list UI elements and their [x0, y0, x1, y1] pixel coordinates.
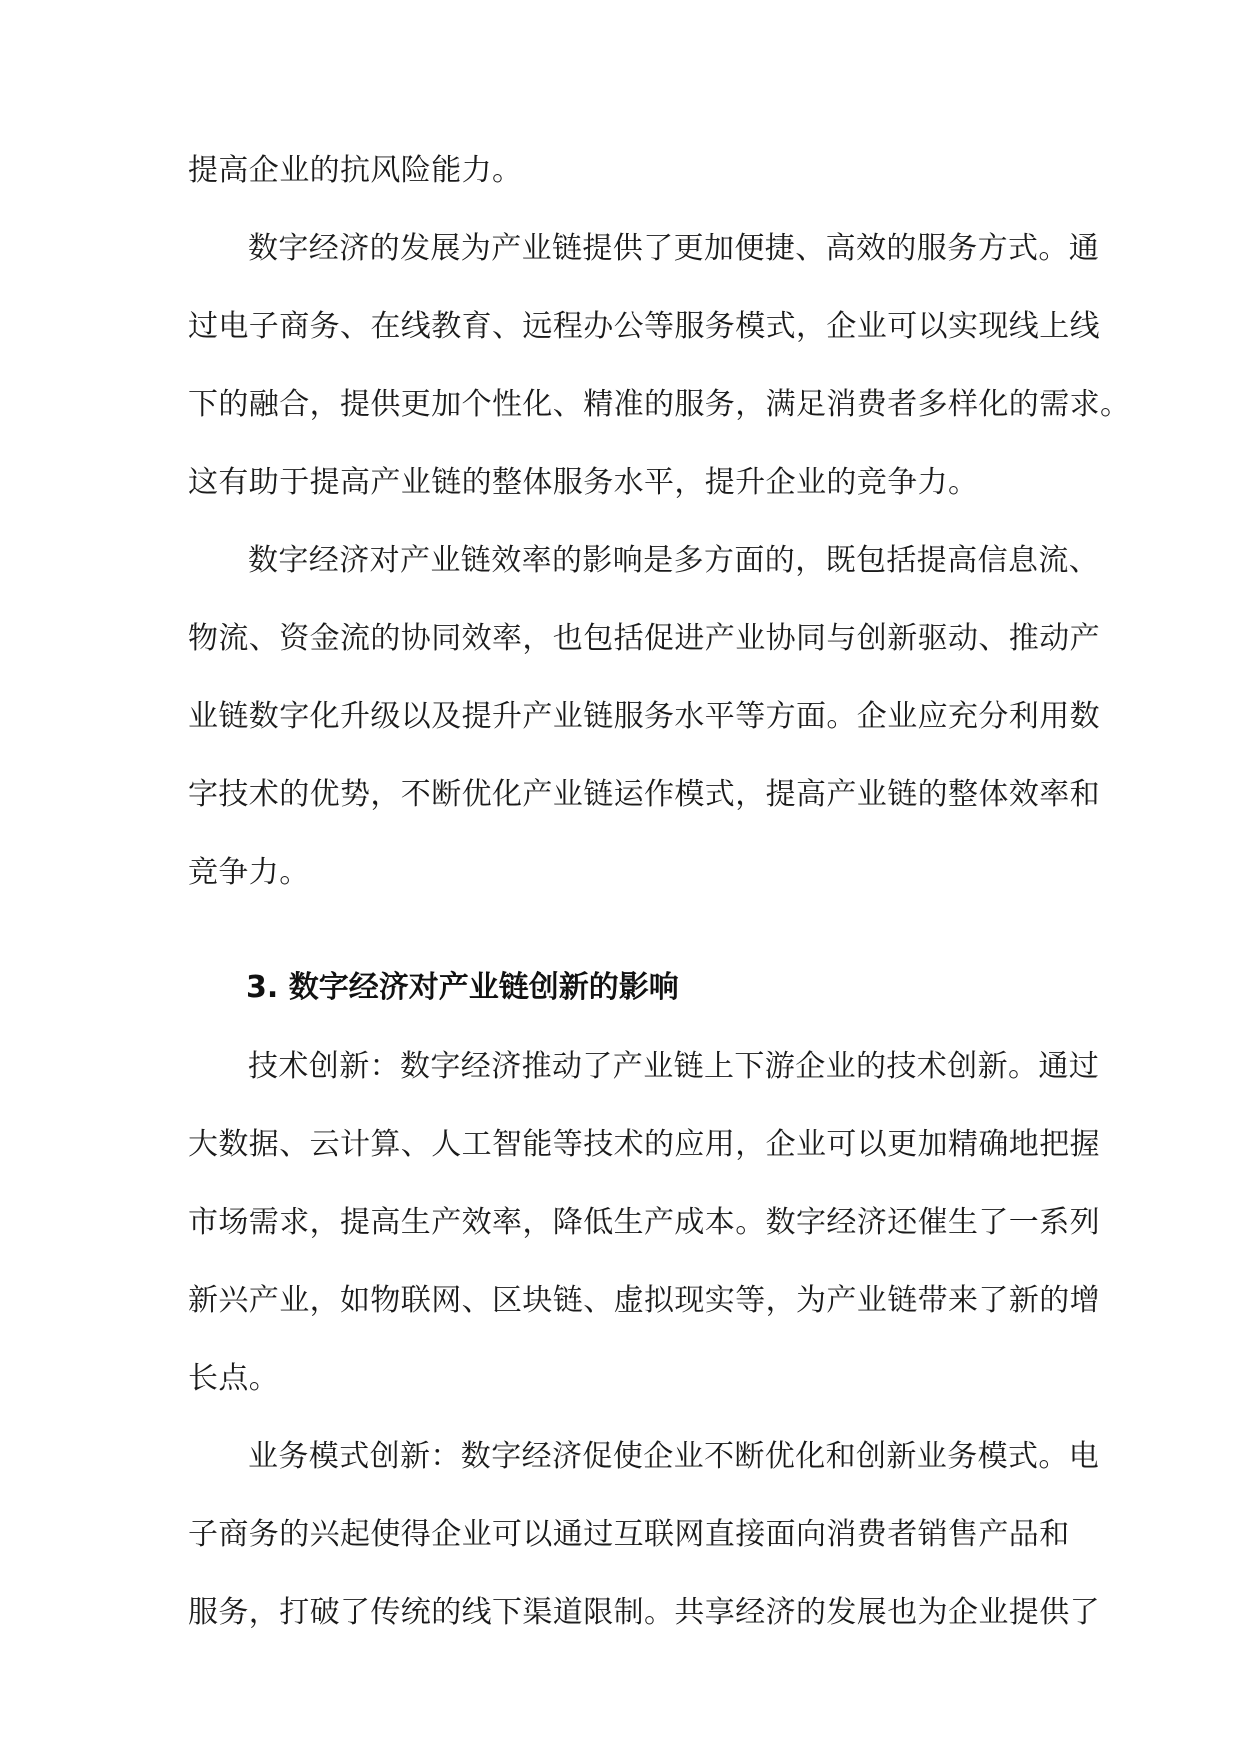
paragraph-line: 技术创新：数字经济推动了产业链上下游企业的技术创新。通过	[248, 1049, 1100, 1084]
paragraph-line: 竞争力。	[188, 855, 310, 890]
section-heading: 3. 数字经济对产业链创新的影响	[246, 970, 679, 1005]
paragraph-line: 大数据、云计算、人工智能等技术的应用，企业可以更加精确地把握	[188, 1127, 1100, 1162]
paragraph-line: 市场需求，提高生产效率，降低生产成本。数字经济还催生了一系列	[188, 1205, 1100, 1240]
paragraph-line: 提高企业的抗风险能力。	[188, 153, 523, 188]
paragraph-line: 新兴产业，如物联网、区块链、虚拟现实等，为产业链带来了新的增	[188, 1283, 1100, 1318]
paragraph-line: 业链数字化升级以及提升产业链服务水平等方面。企业应充分利用数	[188, 699, 1100, 734]
paragraph-line: 物流、资金流的协同效率，也包括促进产业协同与创新驱动、推动产	[188, 621, 1100, 656]
paragraph-line: 业务模式创新：数字经济促使企业不断优化和创新业务模式。电	[248, 1439, 1100, 1474]
paragraph-line: 下的融合，提供更加个性化、精准的服务，满足消费者多样化的需求。	[188, 387, 1131, 422]
paragraph-line: 服务，打破了传统的线下渠道限制。共享经济的发展也为企业提供了	[188, 1595, 1100, 1630]
paragraph-line: 数字经济对产业链效率的影响是多方面的，既包括提高信息流、	[248, 543, 1100, 578]
paragraph-line: 这有助于提高产业链的整体服务水平，提升企业的竞争力。	[188, 465, 979, 500]
paragraph-line: 字技术的优势，不断优化产业链运作模式，提高产业链的整体效率和	[188, 777, 1100, 812]
paragraph-line: 数字经济的发展为产业链提供了更加便捷、高效的服务方式。通	[248, 231, 1100, 266]
paragraph-line: 过电子商务、在线教育、远程办公等服务模式，企业可以实现线上线	[188, 309, 1100, 344]
paragraph-line: 子商务的兴起使得企业可以通过互联网直接面向消费者销售产品和	[188, 1517, 1070, 1552]
paragraph-line: 长点。	[188, 1361, 280, 1396]
